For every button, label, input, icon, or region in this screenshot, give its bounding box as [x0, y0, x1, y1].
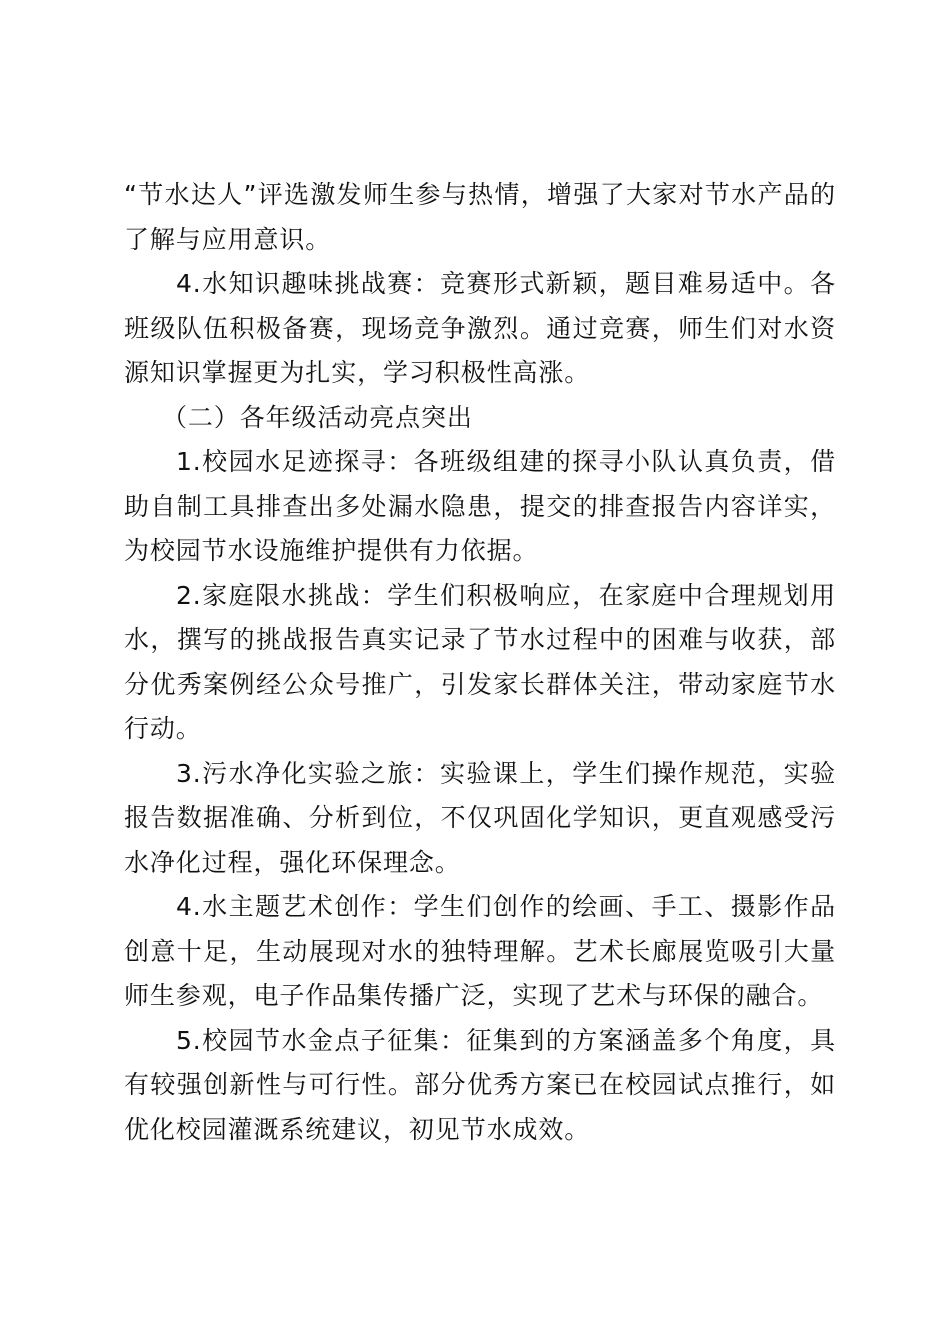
section-heading-grade-highlights: （二）各年级活动亮点突出 — [162, 402, 473, 432]
paragraph-sewage-purification: 3.污水净化实验之旅：实验课上，学生们操作规范，实验报告数据准确、分析到位，不仅巩固化学知识，更直观感受污水净化过程，强化环保理念。 — [124, 758, 836, 877]
paragraph-family-water-limit: 2.家庭限水挑战：学生们积极响应，在家庭中合理规划用水，撰写的挑战报告真实记录了节水过程中的困难与收获，部分优秀案例经公众号推广，引发家长群体关注，带动家庭节水行动。 — [124, 580, 836, 743]
paragraph-campus-water-footprint: 1.校园水足迹探寻：各班级组建的探寻小队认真负责，借助自制工具排查出多处漏水隐患，提交的排查报告内容详实，为校园节水设施维护提供有力依据。 — [124, 447, 836, 565]
paragraph-continuation: “节水达人”评选激发师生参与热情，增强了大家对节水产品的了解与应用意识。 — [124, 180, 836, 254]
paragraph-water-art-creation: 4.水主题艺术创作：学生们创作的绘画、手工、摄影作品创意十足，生动展现对水的独特理解。艺术长廊展览吸引大量师生参观，电子作品集传播广泛，实现了艺术与环保的融合。 — [124, 892, 836, 1010]
paragraph-water-saving-ideas: 5.校园节水金点子征集：征集到的方案涵盖多个角度，具有较强创新性与可行性。部分优秀方案已在校园试点推行，如优化校园灌溉系统建议，初见节水成效。 — [124, 1025, 836, 1144]
paragraph-water-knowledge-challenge: 4.水知识趣味挑战赛：竞赛形式新颖，题目难易适中。各班级队伍积极备赛，现场竞争激烈。通过竞赛，师生们对水资源知识掌握更为扎实，学习积极性高涨。 — [124, 269, 836, 387]
document-body — [124, 173, 836, 1152]
